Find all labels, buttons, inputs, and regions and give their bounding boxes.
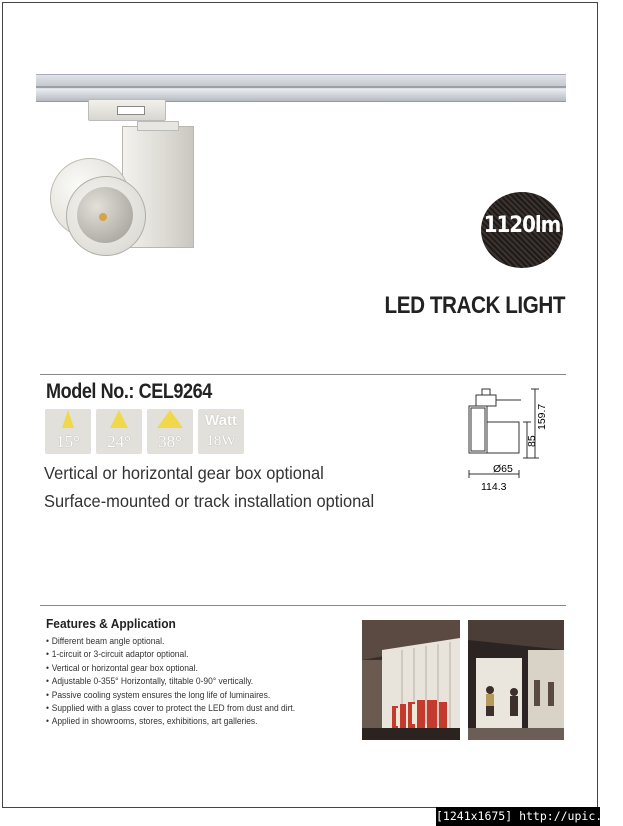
beam-15-icon (45, 409, 91, 454)
features-title: Features & Application (46, 616, 176, 631)
showroom-photo-1 (362, 620, 460, 740)
dim-length: 114.3 (481, 481, 507, 493)
spotlight-lens-image (66, 176, 146, 256)
dim-box-height: 85 (526, 435, 538, 447)
beam-38-icon (147, 409, 193, 454)
track-adapter-image (88, 99, 166, 121)
model-label: Model No.: (46, 380, 135, 403)
beam-angle-label: 15° (56, 432, 80, 451)
power-label: Watt (205, 412, 237, 429)
list-item: • Adjustable 0-355° Horizontally, tiltable 0-90° vertically. (46, 675, 295, 688)
option-line-1: Vertical or horizontal gear box optional (44, 463, 324, 483)
list-item: • Applied in showrooms, stores, exhibitions, art galleries. (46, 715, 295, 728)
list-item: • Passive cooling system ensures the long life of luminaires. (46, 689, 295, 702)
power-badge (198, 409, 244, 454)
beam-angle-label: 38° (158, 432, 182, 451)
beam-angle-label: 24° (107, 432, 131, 451)
list-item: • Different beam angle optional. (46, 635, 295, 648)
showroom-photo-2 (468, 620, 564, 740)
divider-top (40, 374, 566, 375)
list-item: • Supplied with a glass cover to protect the LED from dust and dirt. (46, 702, 295, 715)
model-number (46, 380, 212, 404)
lumen-value: 1120lm (483, 213, 561, 238)
footer-watermark: [1241x1675] http://upic.me/ (436, 807, 600, 826)
features-list (46, 635, 317, 729)
dimension-drawing (455, 380, 565, 500)
list-item: • Vertical or horizontal gear box optional. (46, 662, 295, 675)
lumen-badge (481, 192, 563, 268)
product-title: LED TRACK LIGHT (384, 292, 565, 319)
dim-diameter: Ø65 (493, 463, 513, 475)
model-value: CEL9264 (138, 380, 212, 403)
option-line-2: Surface-mounted or track installation optional (44, 491, 375, 511)
track-rail-image (36, 74, 566, 102)
beam-24-icon (96, 409, 142, 454)
power-value: 18W (206, 433, 236, 449)
list-item: • 1-circuit or 3-circuit adaptor optional. (46, 648, 295, 661)
dim-height: 159.7 (536, 403, 548, 430)
divider-bottom (40, 605, 566, 606)
